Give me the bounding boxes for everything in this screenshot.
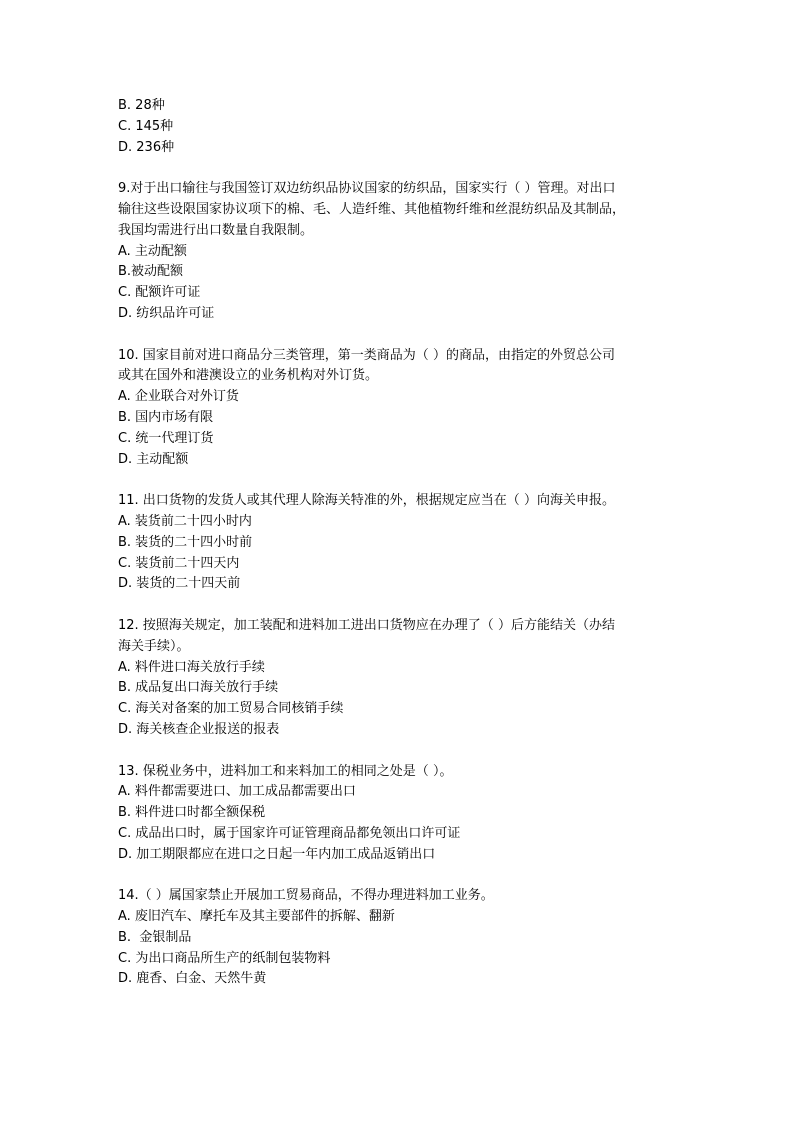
spacer xyxy=(118,325,678,346)
question-block-11 xyxy=(118,491,678,595)
option-b: B. 金银制品 xyxy=(118,929,192,945)
option-c: C. 统一代理订货 xyxy=(118,430,214,446)
option-a: A. 主动配额 xyxy=(118,243,187,259)
question-stem-line: 12. 按照海关规定，加工装配和进料加工进出口货物应在办理了（ ）后方能结关（办结 xyxy=(118,617,615,633)
question-stem-line: 13. 保税业务中，进料加工和来料加工的相同之处是（ ）。 xyxy=(118,763,453,779)
question-stem-line: 10. 国家目前对进口商品分三类管理，第一类商品为（ ）的商品，由指定的外贸总公司 xyxy=(118,347,615,363)
question-stem-line: 或其在国外和港澳设立的业务机构对外订货。 xyxy=(118,368,379,384)
document-page xyxy=(118,96,678,990)
option-d: D. 纺织品许可证 xyxy=(118,305,215,321)
option-a: A. 企业联合对外订货 xyxy=(118,389,239,405)
option-c: C. 为出口商品所生产的纸制包装物料 xyxy=(118,950,331,966)
spacer xyxy=(118,470,678,491)
spacer xyxy=(118,158,678,179)
option-d: D. 鹿香、白金、天然牛黄 xyxy=(118,971,267,987)
question-stem-line: 9.对于出口输往与我国签订双边纺织品协议国家的纺织品，国家实行（ ）管理。对出口 xyxy=(118,181,616,197)
question-stem-line: 输往这些设限国家协议项下的棉、毛、人造纤维、其他植物纤维和丝混纺织品及其制品， xyxy=(118,201,626,217)
question-stem-line: 11. 出口货物的发货人或其代理人除海关特准的外，根据规定应当在（ ）向海关申报。 xyxy=(118,493,615,509)
option-b: B. 装货的二十四小时前 xyxy=(118,534,253,550)
option-c: C. 成品出口时，属于国家许可证管理商品都免领出口许可证 xyxy=(118,825,461,841)
option-c: C. 装货前二十四天内 xyxy=(118,555,240,571)
question-block-9 xyxy=(118,179,678,325)
option-a: A. 废旧汽车、摩托车及其主要部件的拆解、翻新 xyxy=(118,909,395,925)
option-b: B.被动配额 xyxy=(118,264,184,280)
option-d: D. 236种 xyxy=(118,139,175,155)
option-c: C. 145种 xyxy=(118,118,174,134)
option-d: D. 主动配额 xyxy=(118,451,189,467)
spacer xyxy=(118,595,678,616)
option-c: C. 配额许可证 xyxy=(118,285,201,301)
option-b: B. 国内市场有限 xyxy=(118,409,214,425)
option-b: B. 28种 xyxy=(118,98,165,113)
option-d: D. 加工期限都应在进口之日起一年内加工成品返销出口 xyxy=(118,846,436,862)
question-block-8-options xyxy=(118,96,678,158)
question-block-12 xyxy=(118,616,678,741)
question-stem-line: 我国均需进行出口数量自我限制。 xyxy=(118,222,314,238)
option-d: D. 装货的二十四天前 xyxy=(118,576,241,592)
spacer xyxy=(118,741,678,762)
option-b: B. 成品复出口海关放行手续 xyxy=(118,680,279,696)
option-d: D. 海关核查企业报送的报表 xyxy=(118,721,280,737)
question-block-13 xyxy=(118,762,678,866)
spacer xyxy=(118,865,678,886)
question-stem-line: 海关手续）。 xyxy=(118,638,190,654)
option-a: A. 装货前二十四小时内 xyxy=(118,513,252,529)
option-a: A. 料件都需要进口、加工成品都需要出口 xyxy=(118,784,356,800)
question-block-10 xyxy=(118,346,678,471)
option-c: C. 海关对备案的加工贸易合同核销手续 xyxy=(118,701,344,717)
option-b: B. 料件进口时都全额保税 xyxy=(118,805,266,821)
option-a: A. 料件进口海关放行手续 xyxy=(118,659,265,675)
question-stem-line: 14.（ ）属国家禁止开展加工贸易商品，不得办理进料加工业务。 xyxy=(118,888,494,904)
question-block-14 xyxy=(118,886,678,990)
